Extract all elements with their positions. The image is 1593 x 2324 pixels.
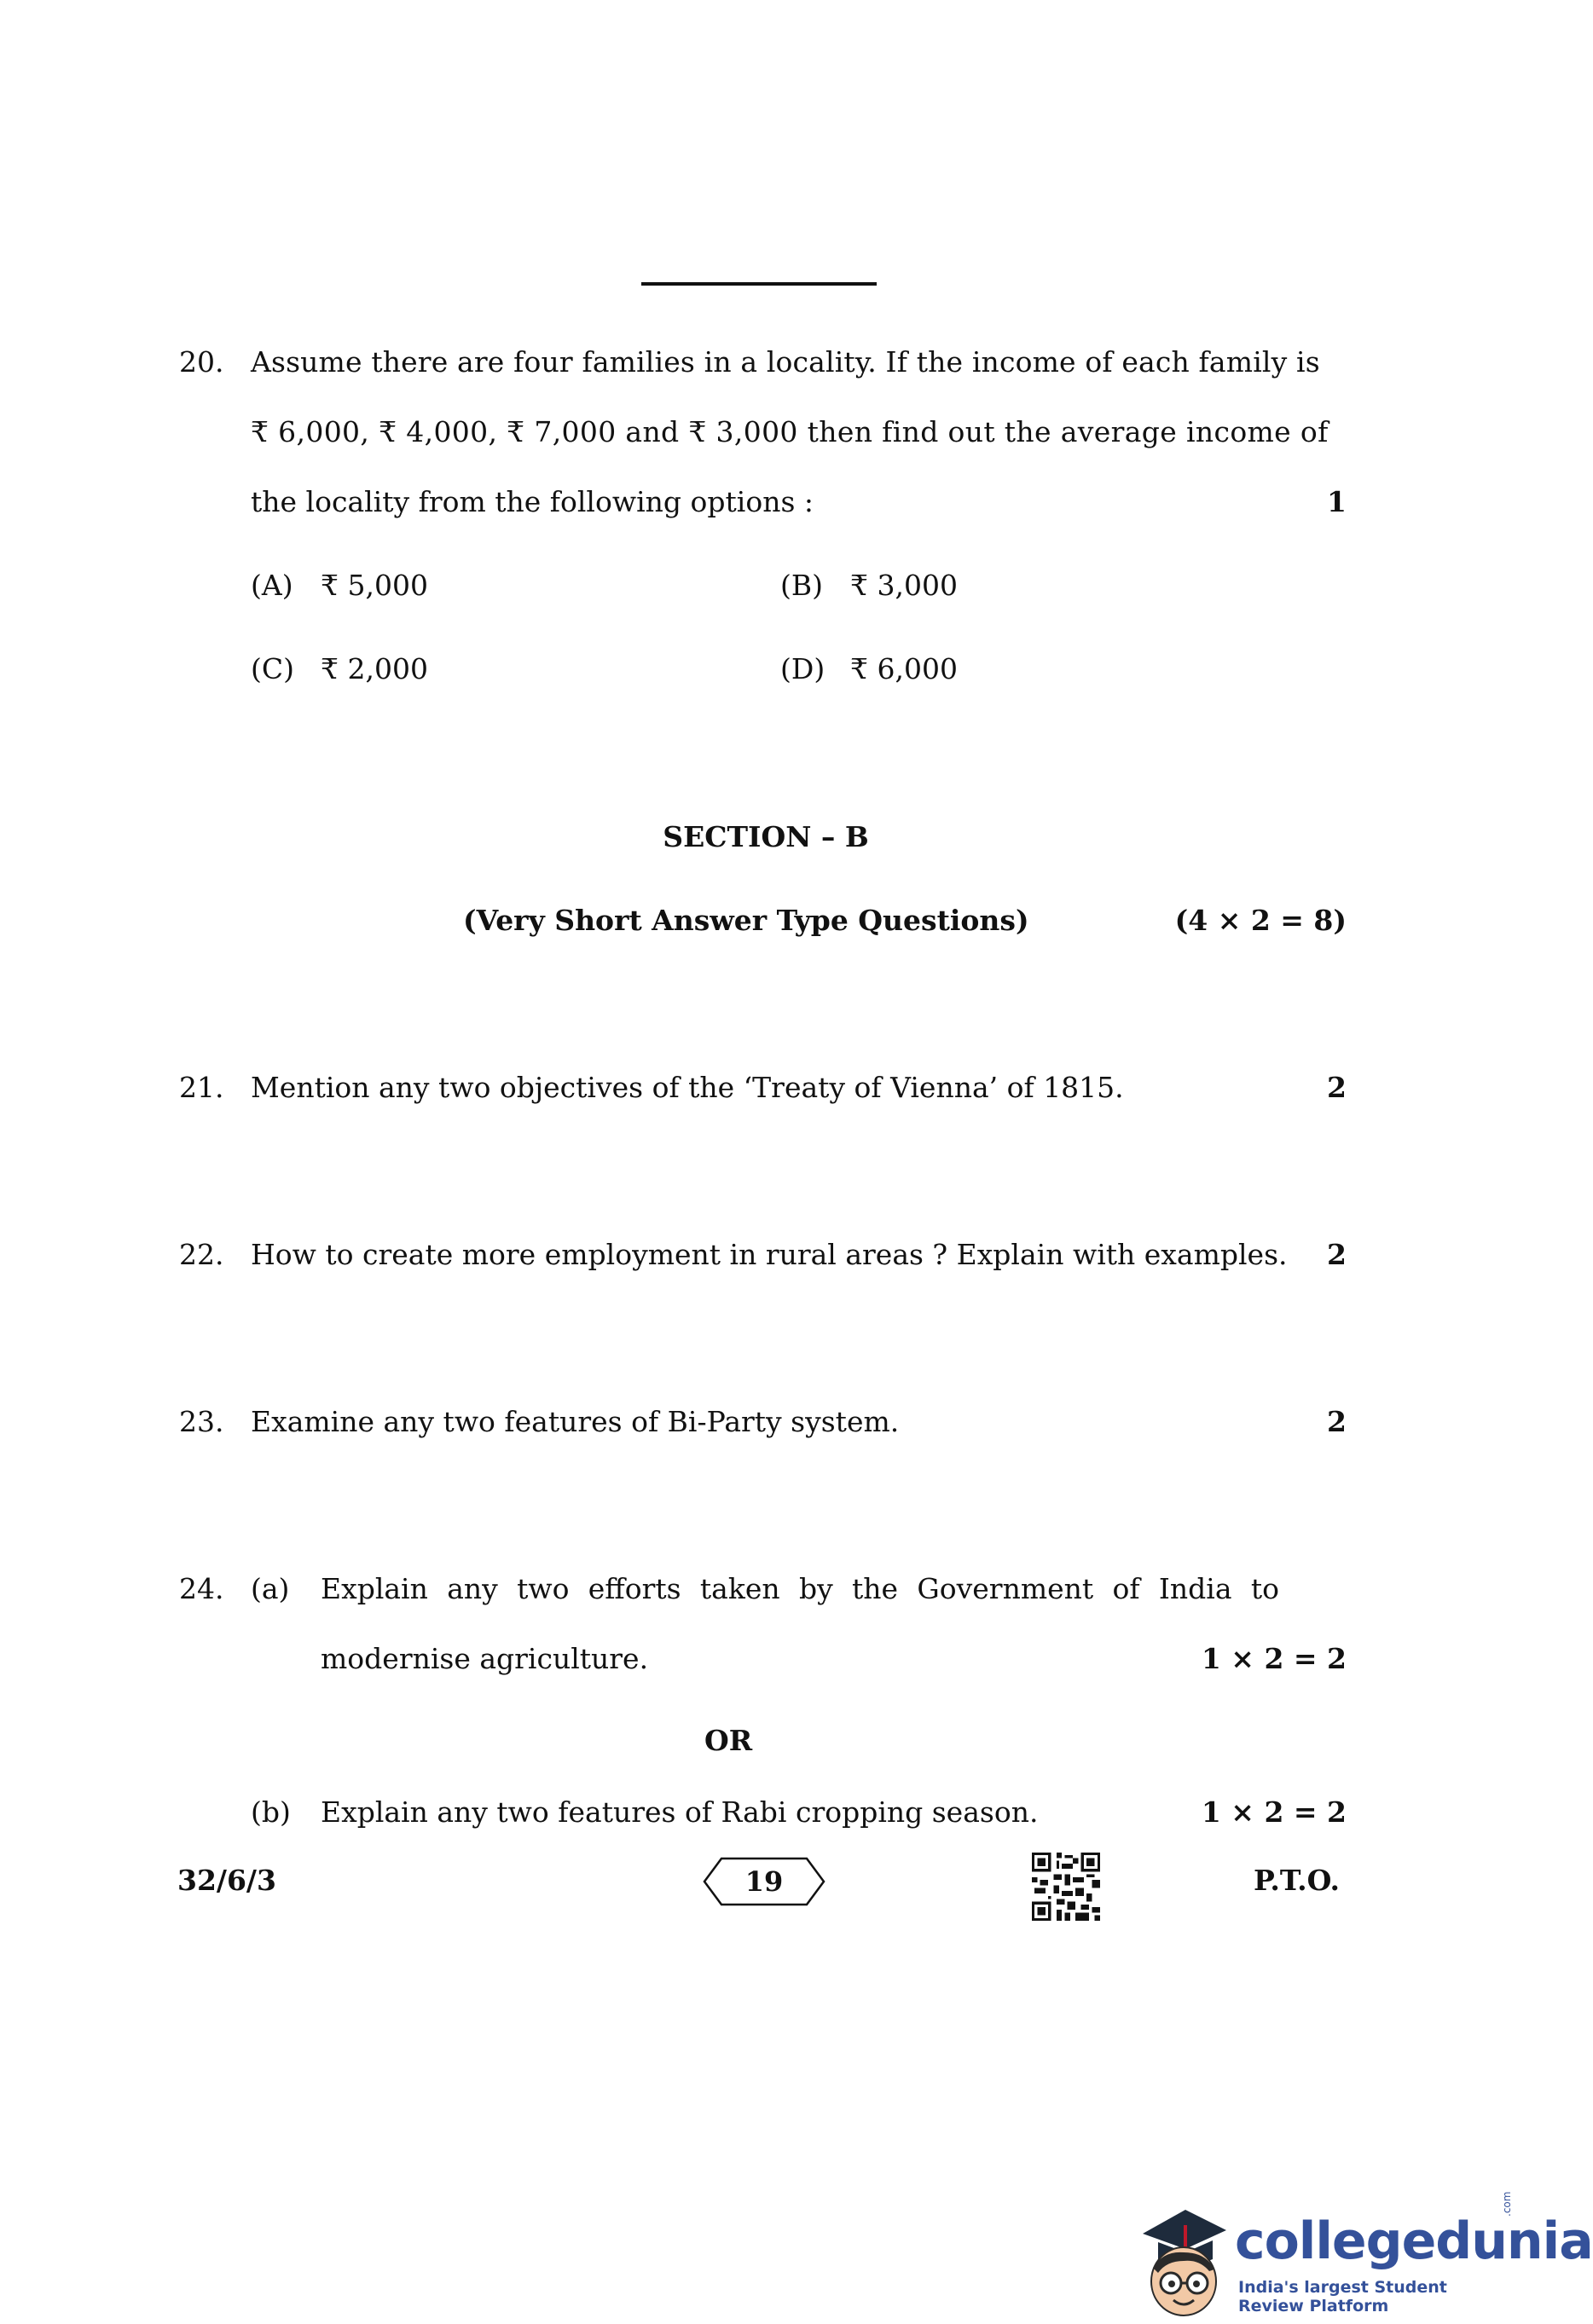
section-marks: (4 × 2 = 8) [1174,904,1347,937]
option-label: (D) [780,652,825,685]
q22-number: 22. [179,1238,224,1271]
top-rule [641,282,877,286]
word: two [517,1572,570,1605]
option-value: ₹ 3,000 [850,569,958,602]
q20-marks: 1 [1327,485,1347,518]
q23-marks: 2 [1327,1405,1347,1438]
section-subtitle: (Very Short Answer Type Questions) [463,904,1029,937]
q20-number: 20. [179,345,224,379]
word: any [447,1572,498,1605]
page-number: 19 [744,1865,784,1898]
q24-a-label: (a) [251,1572,290,1605]
paper-code: 32/6/3 [177,1864,276,1897]
collegedunia-brand [1134,2191,1593,2319]
q23-text: Examine any two features of Bi-Party system. [251,1405,900,1438]
q20-option-a [251,569,428,603]
q24-b-label: (b) [251,1795,291,1829]
word: taken [699,1572,780,1605]
q24-a-line-1 [321,1572,1279,1606]
word: to [1250,1572,1279,1605]
option-value: ₹ 5,000 [321,569,428,602]
word: by [798,1572,833,1605]
option-label: (A) [251,569,293,602]
q21-number: 21. [179,1071,224,1104]
q22-text: How to create more employment in rural areas ? Explain with examples. [251,1238,1288,1271]
option-value: ₹ 6,000 [850,652,958,685]
q24-a-marks: 1 × 2 = 2 [1201,1642,1347,1675]
q20-line-2: ₹ 6,000, ₹ 4,000, ₹ 7,000 and ₹ 3,000 then find out the average income of [251,415,1329,448]
q20-line-3: the locality from the following options : [251,485,814,518]
option-value: ₹ 2,000 [321,652,428,685]
q21-text: Mention any two objectives of the ‘Treaty of Vienna’ of 1815. [251,1071,1124,1104]
q20-option-d [780,652,958,686]
page-number-box [703,1857,825,1906]
q24-a-line-2: modernise agriculture. [321,1642,649,1675]
q24-b-marks: 1 × 2 = 2 [1201,1795,1347,1829]
q23-number: 23. [179,1405,224,1438]
word: of [1112,1572,1140,1605]
q20-line-1-text: Assume there are four families in a locality. If the income of each family is [251,345,1320,379]
q20-option-b [780,569,958,603]
q22-marks: 2 [1327,1238,1347,1271]
brand-tagline: India's largest Student Review Platform [1238,2278,1447,2315]
word: India [1158,1572,1232,1605]
q24-number: 24. [179,1572,224,1605]
pto-label: P.T.O. [1254,1864,1340,1897]
word: Explain [321,1572,428,1605]
brand-domain: .com [1501,2191,1513,2217]
q24-b-text: Explain any two features of Rabi cropping season. [321,1795,1039,1829]
q21-marks: 2 [1327,1071,1347,1104]
word: Government [917,1572,1094,1605]
word: efforts [588,1572,681,1605]
section-title: SECTION – B [663,820,869,853]
word: the [852,1572,899,1605]
option-label: (B) [780,569,823,602]
brand-name: collegedunia [1235,2211,1593,2271]
q20-option-c [251,652,428,686]
q20-line-1 [251,345,1320,379]
qr-code-icon [1032,1853,1100,1921]
or-divider: OR [704,1724,753,1757]
option-label: (C) [251,652,294,685]
mascot-logo-icon [1134,2200,1228,2319]
